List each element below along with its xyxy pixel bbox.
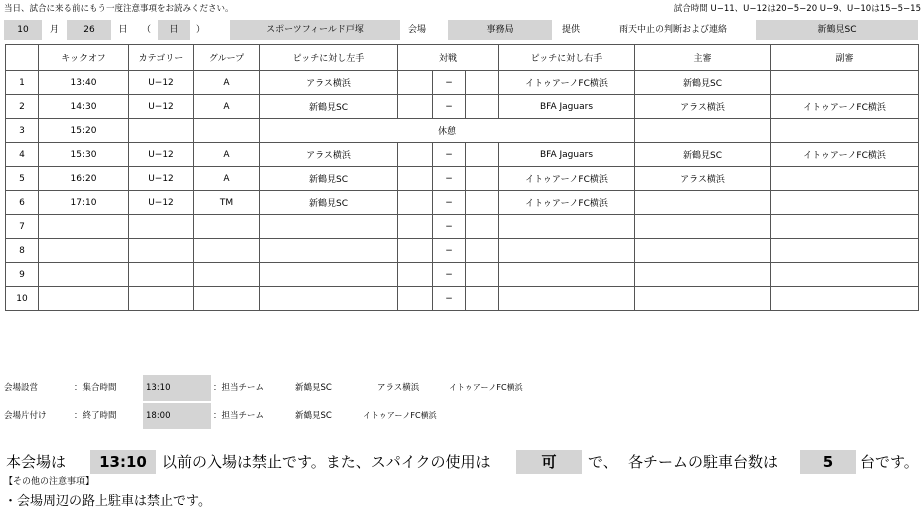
header-referee: 主審 [635, 45, 771, 71]
right-team-cell: イトゥアーノFC横浜 [499, 71, 635, 95]
referee-cell: 新鶴見SC [635, 143, 771, 167]
paren-close: ） [196, 25, 206, 35]
group-cell: A [194, 71, 260, 95]
day-value: 26 [67, 20, 111, 40]
venue-name: スポーツフィールド戸塚 [230, 20, 400, 40]
group-cell [194, 215, 260, 239]
left-score-cell [398, 191, 433, 215]
contact-team: 新鶴見SC [756, 20, 918, 40]
parking-value: 5 [800, 450, 856, 474]
header-group: グループ [194, 45, 260, 71]
header-right-team: ピッチに対し右手 [499, 45, 635, 71]
category-cell: U−12 [129, 71, 194, 95]
provider-label: 提供 [561, 25, 580, 35]
day-label: 日 [118, 25, 128, 35]
cleanup-team-1: 新鶴見SC [295, 411, 332, 421]
table-row [6, 119, 919, 143]
paren-open: （ [141, 25, 151, 35]
right-score-cell [466, 95, 499, 119]
table-header-row [6, 45, 919, 71]
cleanup-team-label: ：担当チーム [213, 411, 265, 421]
assistant-cell: イトゥアーノFC横浜 [771, 95, 919, 119]
group-cell [194, 119, 260, 143]
referee-cell [635, 263, 771, 287]
match-separator: − [433, 143, 466, 167]
category-cell [129, 215, 194, 239]
match-separator: − [433, 71, 466, 95]
entry-time: 13:10 [90, 450, 156, 474]
kickoff-time [39, 239, 129, 263]
row-number: 3 [6, 119, 39, 143]
right-team-cell: BFA Jaguars [499, 143, 635, 167]
cleanup-time: 18:00 [143, 403, 211, 429]
header-left-team: ピッチに対し左手 [260, 45, 398, 71]
table-row [6, 191, 919, 215]
rules-part1: 本会場は [6, 453, 67, 471]
right-score-cell [466, 239, 499, 263]
match-separator: − [433, 167, 466, 191]
category-cell [129, 119, 194, 143]
category-cell: U−12 [129, 191, 194, 215]
assistant-cell [771, 71, 919, 95]
right-score-cell [466, 263, 499, 287]
right-team-cell [499, 263, 635, 287]
notice-text: 当日、試合に来る前にもう一度注意事項をお読みください。 [4, 4, 234, 14]
referee-cell: 新鶴見SC [635, 71, 771, 95]
assistant-cell [771, 119, 919, 143]
right-score-cell [466, 215, 499, 239]
match-separator: − [433, 239, 466, 263]
group-cell [194, 263, 260, 287]
schedule-table [5, 44, 919, 311]
left-score-cell [398, 239, 433, 263]
kickoff-time [39, 287, 129, 311]
header-category: カテゴリー [129, 45, 194, 71]
left-score-cell [398, 71, 433, 95]
assistant-cell [771, 239, 919, 263]
left-score-cell [398, 167, 433, 191]
setup-line [4, 377, 564, 399]
row-number: 5 [6, 167, 39, 191]
category-cell: U−12 [129, 167, 194, 191]
month-value: 10 [4, 20, 42, 40]
right-score-cell [466, 287, 499, 311]
rain-label: 雨天中止の判断および連絡 [618, 25, 727, 35]
rules-part5: 台です。 [860, 453, 919, 471]
left-team-cell [260, 215, 398, 239]
left-score-cell [398, 143, 433, 167]
right-score-cell [466, 167, 499, 191]
referee-cell [635, 215, 771, 239]
left-team-cell [260, 287, 398, 311]
left-score-cell [398, 263, 433, 287]
category-cell [129, 239, 194, 263]
rules-part4: 各チームの駐車台数は [628, 453, 779, 471]
left-team-cell: アラス横浜 [260, 143, 398, 167]
match-separator: − [433, 191, 466, 215]
kickoff-time: 16:20 [39, 167, 129, 191]
table-row [6, 287, 919, 311]
header-row [4, 20, 921, 40]
row-number: 2 [6, 95, 39, 119]
referee-cell [635, 119, 771, 143]
row-number: 1 [6, 71, 39, 95]
row-number: 8 [6, 239, 39, 263]
kickoff-time: 15:30 [39, 143, 129, 167]
assistant-cell [771, 215, 919, 239]
table-row [6, 143, 919, 167]
rules-part2: 以前の入場は禁止です。また、スパイクの使用は [162, 453, 491, 471]
table-row [6, 71, 919, 95]
header-assistant: 副審 [771, 45, 919, 71]
weekday-value: 日 [158, 20, 190, 40]
other-notes-heading: 【その他の注意事項】 [4, 477, 95, 487]
month-label: 月 [49, 25, 59, 35]
setup-time-label: ：集合時間 [74, 383, 117, 393]
venue-label: 会場 [407, 25, 426, 35]
table-row [6, 167, 919, 191]
left-score-cell [398, 95, 433, 119]
rest-cell: 休憩 [260, 119, 635, 143]
match-separator: − [433, 287, 466, 311]
kickoff-time: 15:20 [39, 119, 129, 143]
row-number: 9 [6, 263, 39, 287]
right-team-cell [499, 239, 635, 263]
setup-team-1: 新鶴見SC [295, 383, 332, 393]
assistant-cell [771, 167, 919, 191]
kickoff-time: 14:30 [39, 95, 129, 119]
left-team-cell: 新鶴見SC [260, 191, 398, 215]
right-score-cell [466, 143, 499, 167]
referee-cell: アラス横浜 [635, 95, 771, 119]
cleanup-time-label: ：終了時間 [74, 411, 117, 421]
right-team-cell: BFA Jaguars [499, 95, 635, 119]
group-cell: A [194, 95, 260, 119]
organizer-label: 事務局 [448, 20, 552, 40]
match-separator: − [433, 263, 466, 287]
kickoff-time [39, 215, 129, 239]
left-score-cell [398, 215, 433, 239]
left-team-cell [260, 263, 398, 287]
category-cell [129, 263, 194, 287]
match-time-text: 試合時間 U−11、U−12は20−5−20 U−9、U−10は15−5−15 [673, 4, 921, 14]
row-number: 6 [6, 191, 39, 215]
cleanup-label: 会場片付け [4, 411, 47, 421]
group-cell [194, 239, 260, 263]
left-team-cell: 新鶴見SC [260, 167, 398, 191]
right-team-cell: イトゥアーノFC横浜 [499, 191, 635, 215]
left-team-cell: 新鶴見SC [260, 95, 398, 119]
kickoff-time: 17:10 [39, 191, 129, 215]
table-row [6, 239, 919, 263]
category-cell: U−12 [129, 95, 194, 119]
setup-team-label: ：担当チーム [213, 383, 265, 393]
group-cell: A [194, 167, 260, 191]
assistant-cell [771, 263, 919, 287]
header-kickoff: キックオフ [39, 45, 129, 71]
right-score-cell [466, 191, 499, 215]
category-cell [129, 287, 194, 311]
kickoff-time: 13:40 [39, 71, 129, 95]
setup-label: 会場設営 [4, 383, 39, 393]
group-cell [194, 287, 260, 311]
other-note-item: ・会場周辺の路上駐車は禁止です。 [4, 494, 211, 509]
left-score-cell [398, 287, 433, 311]
spike-value: 可 [516, 450, 582, 474]
assistant-cell [771, 287, 919, 311]
assistant-cell [771, 191, 919, 215]
cleanup-team-2: イトゥアーノFC横浜 [363, 411, 437, 420]
setup-time: 13:10 [143, 375, 211, 401]
right-score-cell [466, 71, 499, 95]
right-team-cell [499, 215, 635, 239]
table-row [6, 263, 919, 287]
left-team-cell: アラス横浜 [260, 71, 398, 95]
kickoff-time [39, 263, 129, 287]
rules-line [0, 450, 923, 474]
match-separator: − [433, 95, 466, 119]
cleanup-line [4, 405, 564, 427]
table-row [6, 215, 919, 239]
group-cell: A [194, 143, 260, 167]
group-cell: TM [194, 191, 260, 215]
header-no [6, 45, 39, 71]
row-number: 10 [6, 287, 39, 311]
referee-cell [635, 191, 771, 215]
left-team-cell [260, 239, 398, 263]
row-number: 7 [6, 215, 39, 239]
row-number: 4 [6, 143, 39, 167]
header-match: 対戦 [398, 45, 499, 71]
referee-cell [635, 287, 771, 311]
rules-part3: で、 [588, 453, 618, 471]
right-team-cell: イトゥアーノFC横浜 [499, 167, 635, 191]
referee-cell [635, 239, 771, 263]
setup-team-2: アラス横浜 [377, 383, 420, 393]
setup-team-3: イトゥアーノFC横浜 [449, 383, 523, 392]
assistant-cell: イトゥアーノFC横浜 [771, 143, 919, 167]
category-cell: U−12 [129, 143, 194, 167]
table-row [6, 95, 919, 119]
match-separator: − [433, 215, 466, 239]
right-team-cell [499, 287, 635, 311]
referee-cell: アラス横浜 [635, 167, 771, 191]
